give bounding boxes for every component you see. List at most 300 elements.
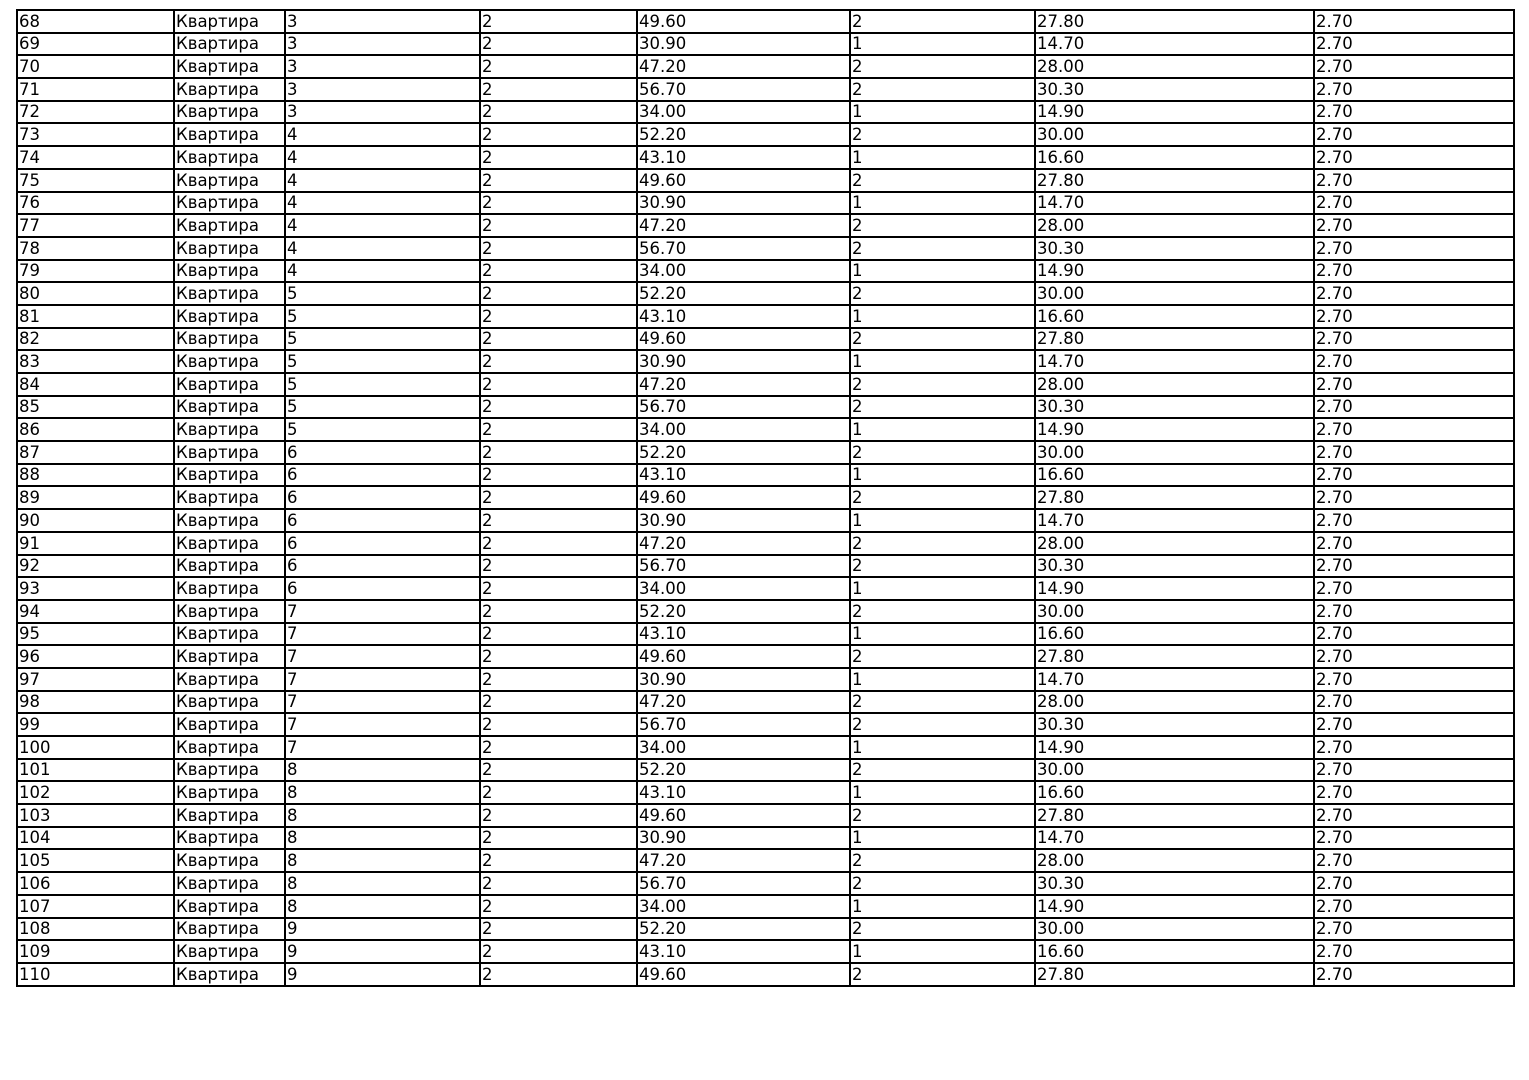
- table-cell: 1: [850, 464, 1035, 487]
- table-cell: 86: [17, 418, 174, 441]
- table-cell: 2: [850, 691, 1035, 714]
- table-row: [17, 645, 1514, 668]
- table-cell: 1: [850, 827, 1035, 850]
- table-cell: 97: [17, 668, 174, 691]
- table-cell: 28.00: [1035, 55, 1314, 78]
- table-cell: 3: [285, 10, 480, 33]
- table-cell: 87: [17, 441, 174, 464]
- table-cell: Квартира: [174, 918, 285, 941]
- table-cell: 2: [850, 645, 1035, 668]
- table-cell: 2.70: [1314, 849, 1514, 872]
- table-cell: 2.70: [1314, 55, 1514, 78]
- table-cell: 49.60: [637, 804, 850, 827]
- table-cell: 16.60: [1035, 781, 1314, 804]
- table-cell: 27.80: [1035, 486, 1314, 509]
- table-cell: 30.30: [1035, 713, 1314, 736]
- table-cell: 49.60: [637, 10, 850, 33]
- table-cell: 34.00: [637, 260, 850, 283]
- table-cell: 2: [480, 713, 637, 736]
- table-cell: Квартира: [174, 577, 285, 600]
- table-row: [17, 577, 1514, 600]
- table-body: [17, 10, 1514, 986]
- table-cell: 2: [480, 192, 637, 215]
- table-cell: 108: [17, 918, 174, 941]
- table-cell: 109: [17, 940, 174, 963]
- table-cell: 56.70: [637, 237, 850, 260]
- table-cell: 2: [480, 849, 637, 872]
- table-row: [17, 804, 1514, 827]
- table-row: [17, 691, 1514, 714]
- table-cell: 1: [850, 33, 1035, 56]
- table-row: [17, 146, 1514, 169]
- table-cell: 1: [850, 623, 1035, 646]
- table-cell: 28.00: [1035, 849, 1314, 872]
- table-cell: 2: [850, 237, 1035, 260]
- table-cell: Квартира: [174, 260, 285, 283]
- table-cell: 2: [480, 305, 637, 328]
- table-cell: 2.70: [1314, 555, 1514, 578]
- table-row: [17, 328, 1514, 351]
- table-cell: 4: [285, 192, 480, 215]
- table-row: [17, 78, 1514, 101]
- table-cell: 43.10: [637, 781, 850, 804]
- table-cell: 2.70: [1314, 895, 1514, 918]
- table-cell: 2.70: [1314, 146, 1514, 169]
- table-cell: 2: [480, 577, 637, 600]
- table-cell: 7: [285, 713, 480, 736]
- table-row: [17, 350, 1514, 373]
- table-cell: 92: [17, 555, 174, 578]
- table-cell: Квартира: [174, 146, 285, 169]
- table-cell: Квартира: [174, 373, 285, 396]
- table-cell: Квартира: [174, 668, 285, 691]
- table-cell: 56.70: [637, 555, 850, 578]
- table-cell: 56.70: [637, 78, 850, 101]
- table-cell: 2.70: [1314, 418, 1514, 441]
- table-cell: 1: [850, 736, 1035, 759]
- table-cell: Квартира: [174, 804, 285, 827]
- table-cell: 8: [285, 759, 480, 782]
- table-cell: 68: [17, 10, 174, 33]
- table-row: [17, 872, 1514, 895]
- table-cell: 100: [17, 736, 174, 759]
- table-cell: Квартира: [174, 532, 285, 555]
- table-cell: Квартира: [174, 849, 285, 872]
- table-cell: 2: [480, 804, 637, 827]
- table-cell: 30.00: [1035, 441, 1314, 464]
- table-cell: 34.00: [637, 101, 850, 124]
- table-cell: 2: [480, 645, 637, 668]
- table-row: [17, 33, 1514, 56]
- table-cell: 2: [480, 260, 637, 283]
- table-cell: 2: [850, 532, 1035, 555]
- table-cell: 14.90: [1035, 736, 1314, 759]
- table-cell: 98: [17, 691, 174, 714]
- table-row: [17, 464, 1514, 487]
- table-cell: 2: [850, 328, 1035, 351]
- table-cell: 2: [480, 373, 637, 396]
- table-cell: 2: [480, 101, 637, 124]
- table-cell: Квартира: [174, 781, 285, 804]
- table-cell: 2: [480, 918, 637, 941]
- table-cell: 1: [850, 577, 1035, 600]
- table-cell: 2: [480, 691, 637, 714]
- table-cell: 2: [480, 237, 637, 260]
- table-cell: 8: [285, 827, 480, 850]
- table-cell: 2.70: [1314, 260, 1514, 283]
- table-cell: 14.70: [1035, 350, 1314, 373]
- table-cell: 2: [850, 214, 1035, 237]
- table-cell: 14.90: [1035, 577, 1314, 600]
- table-cell: 84: [17, 373, 174, 396]
- table-cell: 2: [850, 713, 1035, 736]
- table-cell: 1: [850, 350, 1035, 373]
- table-cell: 89: [17, 486, 174, 509]
- table-cell: Квартира: [174, 713, 285, 736]
- table-cell: 7: [285, 623, 480, 646]
- table-row: [17, 123, 1514, 146]
- table-cell: 34.00: [637, 895, 850, 918]
- table-row: [17, 781, 1514, 804]
- table-row: [17, 396, 1514, 419]
- table-cell: 52.20: [637, 600, 850, 623]
- table-cell: 2.70: [1314, 781, 1514, 804]
- table-cell: 110: [17, 963, 174, 986]
- table-cell: 30.00: [1035, 759, 1314, 782]
- table-cell: 43.10: [637, 464, 850, 487]
- table-cell: 2: [480, 895, 637, 918]
- table-cell: 2: [480, 350, 637, 373]
- table-cell: 83: [17, 350, 174, 373]
- table-cell: 107: [17, 895, 174, 918]
- table-cell: 2.70: [1314, 282, 1514, 305]
- table-row: [17, 736, 1514, 759]
- table-cell: 49.60: [637, 328, 850, 351]
- table-cell: 9: [285, 963, 480, 986]
- table-cell: 6: [285, 441, 480, 464]
- table-cell: 2.70: [1314, 214, 1514, 237]
- table-cell: 2: [480, 668, 637, 691]
- table-cell: 2: [850, 600, 1035, 623]
- table-cell: 2: [850, 918, 1035, 941]
- table-cell: 8: [285, 872, 480, 895]
- table-cell: Квартира: [174, 328, 285, 351]
- table-cell: 88: [17, 464, 174, 487]
- table-cell: 14.70: [1035, 668, 1314, 691]
- table-cell: 3: [285, 101, 480, 124]
- table-cell: 43.10: [637, 940, 850, 963]
- table-cell: 16.60: [1035, 623, 1314, 646]
- table-cell: 85: [17, 396, 174, 419]
- table-cell: 30.30: [1035, 555, 1314, 578]
- table-cell: Квартира: [174, 963, 285, 986]
- table-cell: 30.90: [637, 827, 850, 850]
- table-cell: 1: [850, 192, 1035, 215]
- table-row: [17, 101, 1514, 124]
- table-cell: 30.90: [637, 192, 850, 215]
- table-cell: 101: [17, 759, 174, 782]
- table-cell: 14.70: [1035, 509, 1314, 532]
- table-cell: 27.80: [1035, 328, 1314, 351]
- table-cell: 47.20: [637, 214, 850, 237]
- table-row: [17, 486, 1514, 509]
- table-cell: 14.70: [1035, 192, 1314, 215]
- table-cell: 3: [285, 78, 480, 101]
- table-cell: Квартира: [174, 940, 285, 963]
- table-cell: Квартира: [174, 237, 285, 260]
- table-cell: 99: [17, 713, 174, 736]
- table-cell: 5: [285, 282, 480, 305]
- table-cell: 6: [285, 509, 480, 532]
- table-cell: Квартира: [174, 509, 285, 532]
- table-cell: 30.30: [1035, 78, 1314, 101]
- table-cell: 2: [480, 940, 637, 963]
- table-cell: 30.00: [1035, 282, 1314, 305]
- table-cell: 6: [285, 464, 480, 487]
- table-cell: 30.90: [637, 668, 850, 691]
- table-cell: Квартира: [174, 169, 285, 192]
- table-row: [17, 555, 1514, 578]
- table-cell: 2: [480, 10, 637, 33]
- table-cell: Квартира: [174, 486, 285, 509]
- table-cell: 2: [480, 963, 637, 986]
- table-row: [17, 192, 1514, 215]
- table-cell: 2: [850, 555, 1035, 578]
- table-cell: 90: [17, 509, 174, 532]
- table-cell: 93: [17, 577, 174, 600]
- table-cell: 2.70: [1314, 33, 1514, 56]
- table-cell: Квартира: [174, 305, 285, 328]
- table-cell: 8: [285, 849, 480, 872]
- table-cell: 2: [850, 759, 1035, 782]
- table-cell: 5: [285, 305, 480, 328]
- table-cell: 3: [285, 33, 480, 56]
- table-cell: 14.90: [1035, 418, 1314, 441]
- table-cell: 2.70: [1314, 600, 1514, 623]
- table-cell: 2: [850, 804, 1035, 827]
- table-row: [17, 963, 1514, 986]
- table-cell: 47.20: [637, 55, 850, 78]
- table-cell: Квартира: [174, 759, 285, 782]
- table-cell: 30.30: [1035, 872, 1314, 895]
- table-cell: 28.00: [1035, 691, 1314, 714]
- table-cell: 30.30: [1035, 237, 1314, 260]
- table-cell: 2: [480, 736, 637, 759]
- table-cell: 9: [285, 918, 480, 941]
- table-cell: 56.70: [637, 396, 850, 419]
- table-cell: 75: [17, 169, 174, 192]
- table-cell: 2: [850, 486, 1035, 509]
- table-cell: 2: [850, 55, 1035, 78]
- table-cell: 5: [285, 350, 480, 373]
- table-cell: 2.70: [1314, 10, 1514, 33]
- table-cell: 49.60: [637, 486, 850, 509]
- table-row: [17, 10, 1514, 33]
- table-cell: Квартира: [174, 396, 285, 419]
- table-cell: 27.80: [1035, 645, 1314, 668]
- table-cell: 2.70: [1314, 396, 1514, 419]
- table-cell: 77: [17, 214, 174, 237]
- table-cell: 105: [17, 849, 174, 872]
- table-cell: 7: [285, 600, 480, 623]
- table-row: [17, 418, 1514, 441]
- table-cell: 2: [850, 872, 1035, 895]
- table-cell: 2.70: [1314, 736, 1514, 759]
- table-cell: 28.00: [1035, 214, 1314, 237]
- table-cell: 30.00: [1035, 600, 1314, 623]
- table-cell: 4: [285, 123, 480, 146]
- table-cell: 2: [480, 78, 637, 101]
- table-row: [17, 623, 1514, 646]
- table-cell: 30.90: [637, 33, 850, 56]
- table-cell: 43.10: [637, 623, 850, 646]
- table-cell: 3: [285, 55, 480, 78]
- table-cell: 6: [285, 532, 480, 555]
- table-cell: 2: [850, 373, 1035, 396]
- table-cell: 72: [17, 101, 174, 124]
- table-cell: 73: [17, 123, 174, 146]
- table-cell: 2: [850, 123, 1035, 146]
- table-cell: 5: [285, 328, 480, 351]
- table-cell: Квартира: [174, 282, 285, 305]
- table-cell: 47.20: [637, 691, 850, 714]
- table-cell: 2: [480, 418, 637, 441]
- table-cell: 52.20: [637, 282, 850, 305]
- table-cell: 2: [480, 872, 637, 895]
- table-cell: 30.00: [1035, 123, 1314, 146]
- table-cell: 30.30: [1035, 396, 1314, 419]
- table-cell: 2: [480, 282, 637, 305]
- table-cell: 14.90: [1035, 101, 1314, 124]
- table-cell: 2.70: [1314, 373, 1514, 396]
- table-cell: 16.60: [1035, 464, 1314, 487]
- table-row: [17, 600, 1514, 623]
- table-cell: 2.70: [1314, 237, 1514, 260]
- table-cell: 2.70: [1314, 350, 1514, 373]
- table-cell: 28.00: [1035, 373, 1314, 396]
- table-cell: Квартира: [174, 600, 285, 623]
- table-cell: 2.70: [1314, 486, 1514, 509]
- table-cell: 2.70: [1314, 963, 1514, 986]
- table-cell: 2.70: [1314, 827, 1514, 850]
- table-cell: Квартира: [174, 872, 285, 895]
- table-cell: 1: [850, 509, 1035, 532]
- table-cell: 30.90: [637, 350, 850, 373]
- table-cell: Квартира: [174, 555, 285, 578]
- table-cell: Квартира: [174, 78, 285, 101]
- table-cell: 2.70: [1314, 623, 1514, 646]
- table-cell: 2.70: [1314, 918, 1514, 941]
- table-cell: Квартира: [174, 214, 285, 237]
- table-cell: 1: [850, 305, 1035, 328]
- table-cell: 104: [17, 827, 174, 850]
- table-cell: 5: [285, 418, 480, 441]
- table-cell: 2: [850, 963, 1035, 986]
- table-cell: 30.90: [637, 509, 850, 532]
- table-cell: Квартира: [174, 895, 285, 918]
- table-cell: 2.70: [1314, 872, 1514, 895]
- table-row: [17, 509, 1514, 532]
- table-cell: 2.70: [1314, 101, 1514, 124]
- table-cell: 52.20: [637, 918, 850, 941]
- table-cell: 56.70: [637, 872, 850, 895]
- table-cell: 76: [17, 192, 174, 215]
- table-cell: 16.60: [1035, 305, 1314, 328]
- table-cell: 2: [480, 509, 637, 532]
- table-cell: 2.70: [1314, 192, 1514, 215]
- table-cell: 2: [850, 10, 1035, 33]
- table-cell: 4: [285, 237, 480, 260]
- table-cell: 1: [850, 781, 1035, 804]
- table-cell: 2: [480, 396, 637, 419]
- table-row: [17, 237, 1514, 260]
- table-cell: 2: [480, 464, 637, 487]
- table-cell: 2: [480, 759, 637, 782]
- table-cell: 47.20: [637, 849, 850, 872]
- table-cell: Квартира: [174, 10, 285, 33]
- table-cell: 2.70: [1314, 464, 1514, 487]
- table-cell: 16.60: [1035, 940, 1314, 963]
- table-cell: 7: [285, 736, 480, 759]
- table-cell: 2: [850, 849, 1035, 872]
- table-cell: 2.70: [1314, 759, 1514, 782]
- table-cell: 34.00: [637, 418, 850, 441]
- table-cell: Квартира: [174, 623, 285, 646]
- table-cell: 2: [480, 214, 637, 237]
- table-cell: Квартира: [174, 645, 285, 668]
- table-cell: 71: [17, 78, 174, 101]
- table-cell: 8: [285, 804, 480, 827]
- table-cell: 5: [285, 396, 480, 419]
- table-cell: Квартира: [174, 736, 285, 759]
- table-row: [17, 940, 1514, 963]
- table-cell: 14.70: [1035, 33, 1314, 56]
- table-cell: 2.70: [1314, 441, 1514, 464]
- table-cell: 2: [480, 555, 637, 578]
- table-cell: 80: [17, 282, 174, 305]
- table-cell: 47.20: [637, 373, 850, 396]
- table-cell: 16.60: [1035, 146, 1314, 169]
- table-cell: Квартира: [174, 418, 285, 441]
- table-cell: 2.70: [1314, 645, 1514, 668]
- table-cell: 2: [850, 169, 1035, 192]
- table-cell: 52.20: [637, 123, 850, 146]
- table-cell: 49.60: [637, 963, 850, 986]
- table-cell: 2.70: [1314, 532, 1514, 555]
- table-cell: Квартира: [174, 33, 285, 56]
- table-cell: 52.20: [637, 759, 850, 782]
- table-cell: 1: [850, 668, 1035, 691]
- table-cell: 2: [480, 781, 637, 804]
- table-row: [17, 713, 1514, 736]
- table-cell: Квартира: [174, 123, 285, 146]
- table-cell: 2: [480, 55, 637, 78]
- table-row: [17, 169, 1514, 192]
- table-cell: 2.70: [1314, 668, 1514, 691]
- table-cell: 6: [285, 486, 480, 509]
- table-cell: Квартира: [174, 827, 285, 850]
- table-cell: 106: [17, 872, 174, 895]
- table-cell: 28.00: [1035, 532, 1314, 555]
- table-cell: 49.60: [637, 645, 850, 668]
- table-cell: 2.70: [1314, 509, 1514, 532]
- table-cell: 2: [480, 486, 637, 509]
- table-cell: 4: [285, 146, 480, 169]
- table-cell: 6: [285, 577, 480, 600]
- table-cell: 2.70: [1314, 577, 1514, 600]
- table-cell: 7: [285, 668, 480, 691]
- table-cell: 2.70: [1314, 804, 1514, 827]
